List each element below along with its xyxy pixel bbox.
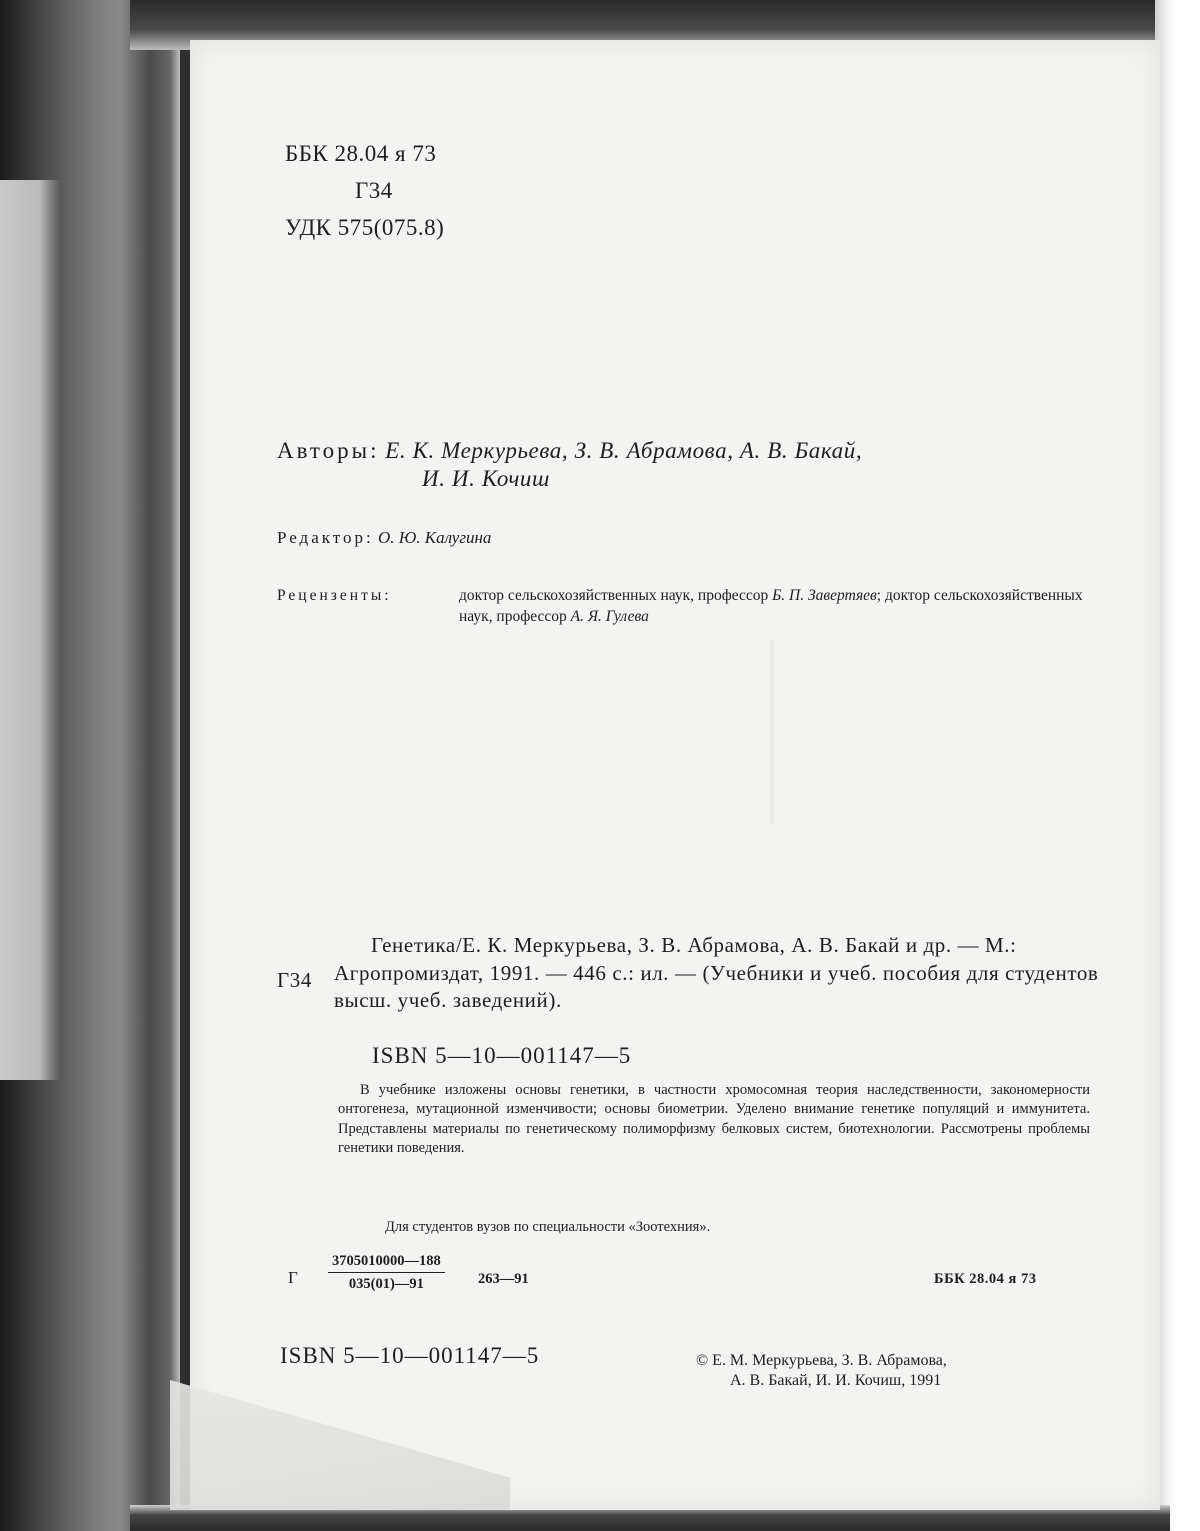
footer-isbn: ISBN 5—10—001147—5 <box>280 1343 540 1368</box>
udk-code: УДК 575(075.8) <box>285 215 445 240</box>
bbk-code: ББК 28.04 я 73 <box>285 141 437 166</box>
copyright-line-1: © Е. М. Меркурьева, З. В. Абрамова, <box>696 1352 947 1369</box>
author-mark: Г34 <box>355 178 393 203</box>
catalog-description: /Е. К. Меркурьева, З. В. Абрамова, А. В. Бакай и др. — М.: Агропромиздат, 1991. — 446 с.: ил. — (Учебники и учеб. пособия для студентов высш. учеб. заведений). <box>334 933 1099 1012</box>
reviewers-list <box>459 585 1109 627</box>
authors-names: Е. К. Меркурьева, З. В. Абрамова, А. В. Бакай, <box>385 438 863 463</box>
reviewer-title-1: доктор сельскохозяйственных наук, профессор <box>459 587 769 604</box>
imprint-numerator: 3705010000—188 <box>328 1253 445 1273</box>
imprint-fraction <box>328 1253 445 1293</box>
authors-line <box>277 436 862 466</box>
authors-label: Авторы: <box>277 438 380 463</box>
reviewer-title-2: ; доктор сельскохозяйственных наук, профессор <box>459 587 1083 625</box>
authors-names-continued: И. И. Кочиш <box>422 466 550 491</box>
catalog-record <box>334 932 1104 1015</box>
imprint-letter: Г <box>288 1268 298 1287</box>
editor-name: О. Ю. Калугина <box>377 528 492 547</box>
catalog-isbn: ISBN 5—10—001147—5 <box>372 1043 632 1068</box>
catalog-title: Генетика <box>371 933 456 957</box>
reviewer-name-1: Б. П. Завертяев <box>772 587 877 604</box>
classification-block <box>285 135 444 246</box>
bleed-through-line <box>770 640 774 824</box>
editor-label: Редактор: <box>277 528 374 547</box>
imprint-denominator: 035(01)—91 <box>348 1276 424 1292</box>
catalog-code: Г34 <box>277 968 312 992</box>
audience-note: Для студентов вузов по специальности «Зоотехния». <box>385 1219 711 1235</box>
reviewers-label: Рецензенты: <box>277 587 392 604</box>
imprint-order: 263—91 <box>478 1271 529 1287</box>
imprint-bbk: ББК 28.04 я 73 <box>934 1271 1037 1287</box>
abstract-text: В учебнике изложены основы генетики, в частности хромосомная теория наследственности, закономерности онтогенеза, мутационной изменчивости; основы биометрии. Уделено внимание генетике популяций и иммунитета. Представлены материалы по генетическому полиморфизму белковых систем, биотехнологии. Рассмотрены проблемы генетики поведения. <box>338 1082 1090 1156</box>
reviewer-name-2: А. Я. Гулева <box>570 608 649 625</box>
scan-right-edge <box>1155 0 1200 1531</box>
copyright-line-2: А. В. Бакай, И. И. Кочиш, 1991 <box>730 1372 942 1389</box>
scan-left-highlight <box>0 180 60 1080</box>
editor-line <box>277 528 491 548</box>
